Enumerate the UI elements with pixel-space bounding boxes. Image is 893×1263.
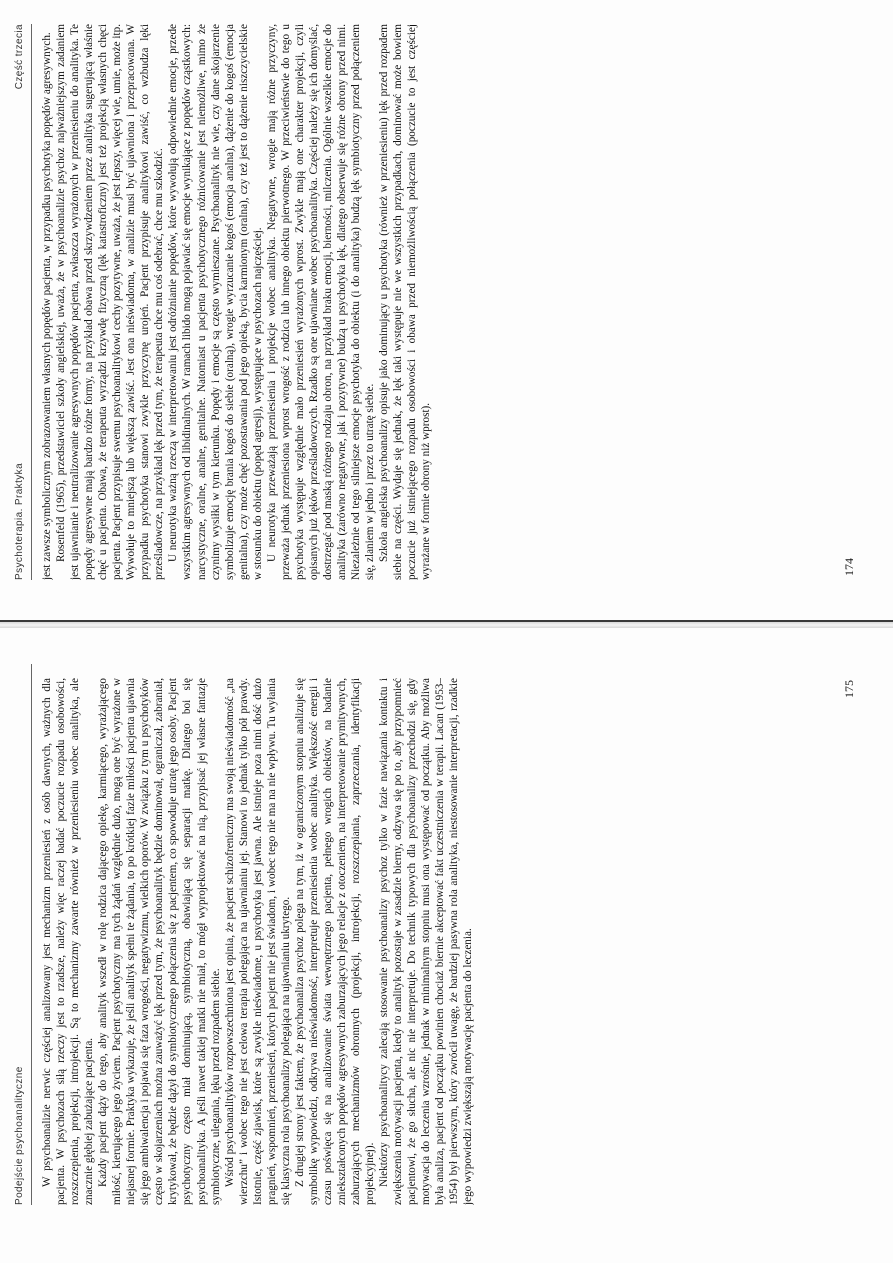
page-number: 174 [842,558,856,576]
paragraph: Każdy pacjent dąży do tego, aby analityk wszedł w rolę rodzica dającego opiekę, karmiącego, wyrażającego miłość, kierującego jego życiem. Pacjent psychotyczny ma tych żądań względnie dużo, mogą one być wyrażone w niejasnej formie. Praktyka wykazuje, że jeśli analityk spełni te żądania, to po krótkiej fazie miłości pacjenta ujawnia się jego ambiwalencja i pojawia się faza wrogości, negatywizmu, wielkich oporów. W związku z tym u psychotyków często w skojarzeniach można zauważyć lęk przed tym, że psychoanalityk będzie dominował, ograniczał, zabraniał, krytykował, że będzie dążył do symbiotycznego połączenia się z pacjentem, co spowoduje utratę jego osoby. Pacjent psychotyczny często miał dominującą, symbiotyczną, obawiającą się separacji matkę. Dlatego boi się psychoanalityka. A jeśli nawet takiej matki nie miał, to mógł wyprojektować na nią, przypisać jej własne fantazje symbiotyczne, ulegania, lęku przed rozpadem siebie. [97,678,222,1205]
paragraph: W psychoanalizie nerwic częściej analizowany jest mechanizm przeniesień z osób dawnych, ważnych dla pacjenta. W psychozach siłą rzeczy jest to rzadsze, należy więc raczej badać poczucie rozpadu osobowości, rozszczepienia, projekcji, introjekcji. Są to mechanizmy zawarte również w przeniesieniu wobec analityka, ale znacznie głębiej zabużające pacjenta. [41,678,96,1205]
paragraph: Rosenfeld (1965), przedstawiciel szkoły angielskiej, uważa, że w psychoanalizie psychoz najważniejszym zadaniem jest ujawnianie i neutralizowanie agresywnych popędów pacjenta, zwłaszcza wyrażonych w przeniesieniu do analityka. Te popędy agresywne mają bardzo różne formy, na przykład obawa przed skrzywdzeniem przez analityka sugerującą właśnie chęć u pacjenta. Obawa, że terapeuta wyrządzi krzywdę fizyczną (lęk katastroficzny) jest też projekcją własnych chęci pacjenta. Pacjent przypisuje swemu psychoanalitykowi cechy pozytywne, uważa, że jest lepszy, więcej wie, umie, może itp. Wywołuje to mniejszą lub większą zawiść. Jest ona nieświadoma, w analizie musi być ujawniona i przepracowana. W przypadku psychotyka stanowi zwykle przyczynę urojeń. Pacjent przypisuje analitykowi zawiść, co wzbudza lęki prześladowcze, na przykład lęk przed tym, że terapeuta chce mu coś odebrać, chce mu szkodzić. [55,24,166,580]
paragraph: Wśród psychoanalityków rozpowszechniona jest opinia, że pacjent schizofreniczny ma swoją nieświadomość „na wierzchu” i wobec tego nie jest celowa terapia polegająca na ujawnianiu jej. Stanowi to jednak tylko pół prawdy. Istotnie, część zjawisk, które są zwykle nieświadome, u psychotyka jest jawna. Ale istnieje poza nimi dość dużo pragnień, wspomnień, przeniesień, których pacjent nie jest świadom, i wobec tego nie ma na nie wpływu. Tu wyłania się klasyczna rola psychoanalizy polegająca na ujawnianiu ukrytego. [223,678,292,1205]
page-number: 175 [842,680,856,698]
page-body-text [40,678,833,1205]
paragraph: U neurotyka ważną rzeczą w interpretowaniu jest odróżnianie popędów, które wywołują odpowiednie emocje, przede wszystkim agresywnych od libidinalnych. W ramach libido mogą pojawiać się emocje wynikające z popędów cząstkowych: narcystyczne, oralne, analne, genitalne. Natomiast u pacjenta psychotycznego różnicowanie jest niemożliwe, mimo że czynimy wysiłki w tym kierunku. Popędy i emocje są często wymieszane. Psychoanalityk nie wie, czy dane skojarzenie symbolizuje emocję brania kogoś do siebie (oralną), wrogie wyrzucanie kogoś (emocja analna), dążenie do kogoś (emocja genitalna), czy może chęć pozostawania pod jego opieką, bycia karmionym (oralna), czy też jest to dążenie niszczycielskie w stosunku do obiektu (popęd agresji), występujące w psychozach najczęściej. [167,24,264,580]
book-page-175 [0,636,893,1263]
paragraph: U neurotyka przeważają przeniesienia i projekcje wobec analityka. Negatywne, wrogie mają różne przyczyny, przeważa jednak przeniesiona wprost wrogość z rodzica lub innego obiektu pierwotnego. W przeciwieństwie do tego u psychotyka występuje względnie mało przeniesień wyrażonych wprost. Zwykle mają one charakter projekcji, czyli opisanych już lęków prześladowczych. Rzadko są one ujawniane wobec psychoanalityka. Częściej należy się ich domyślać, dostrzegać pod maską różnego rodzaju obron, na przykład braku emocji, bierności, milczenia. Ogólnie wszelkie emocje do analityka (zarówno negatywne, jak i pozytywne) budzą u psychotyka lęk, dlatego obserwuje się różne obrony przed nimi. Niezależnie od tego silniejsze emocje psychotyka do obiektu (i do analityka) budzą lęk symbiotyczny przed połączeniem się, zlaniem w jedno i przez to utratę siebie. [265,24,377,580]
paragraph: Szkoła angielska psychoanalizy opisuje jako dominujący u psychotyka (również w przeniesieniu) lęk przed rozpadem siebie na części. Wydaje się jednak, że lęk taki występuje nie we wszystkich przypadkach, dominować może bowiem poczucie już istniejącego rozpadu osobowości i obawa przed niemożliwością połączenia (poczucie to jest częściej wyrażane w formie obrony niż wprost). [378,24,433,580]
running-head [14,664,32,1205]
running-head-right: Część trzecia [14,24,25,90]
paragraph: jest zawsze symbolicznym zobrazowaniem własnych popędów pacjenta, w przypadku psychotyka popędów agresywnych. [41,32,53,580]
running-head-left: Psychoterapia. Praktyka [14,462,25,580]
paragraph: Z drugiej strony jest faktem, że psychoanaliza psychoz polega na tym, iż w ograniczonym stopniu analizuje się symbolikę wypowiedzi, odkrywa nieświadomość, interpretuje przeniesienia wobec analityka. Większość energii i czasu poświęca się na analizowanie świata wewnętrznego pacjenta, pełnego wrogich obiektów, na badanie zniekształconych popędów agresywnych zaburzających jego relacje z otoczeniem, na interpretowanie prymitywnych, zaburzających mechanizmów obronnych (projekcji, introjekcji, rozszczepiania, zaprzeczania, identyfikacji projekcyjnej). [293,678,377,1205]
book-gutter [0,622,893,628]
running-head-left: Podejście psychoanalityczne [14,1066,25,1205]
running-head [14,24,32,580]
page-body-text [40,24,833,580]
paragraph: Niektórzy psychoanalitycy zalecają stosowanie psychoanalizy psychoz tylko w fazie nawiązania kontaktu i zwiększenia motywacji pacjenta, kiedy to analityk pozostaje w zasadzie bierny, odzywa się po to, aby przypomnieć pacjentowi, że go słucha, ale nic nie interpretuje. Do technik typowych dla psychoanalizy przechodzi się, gdy motywacja do leczenia wzrośnie, jednak w minimalnym stopniu musi ona występować od początku. Aby możliwa była analiza, pacjent od początku powinien chociaż biernie akceptować fakt uczestniczenia w terapii. Lacan (1953–1954) był pierwszym, który zwrócił uwagę, że bardziej pasywna rola analityka, niestosowanie interpretacji, rzadkie jego wypowiedzi zwiększają motywację pacjenta do leczenia. [378,678,475,1205]
book-page-174 [0,0,893,620]
